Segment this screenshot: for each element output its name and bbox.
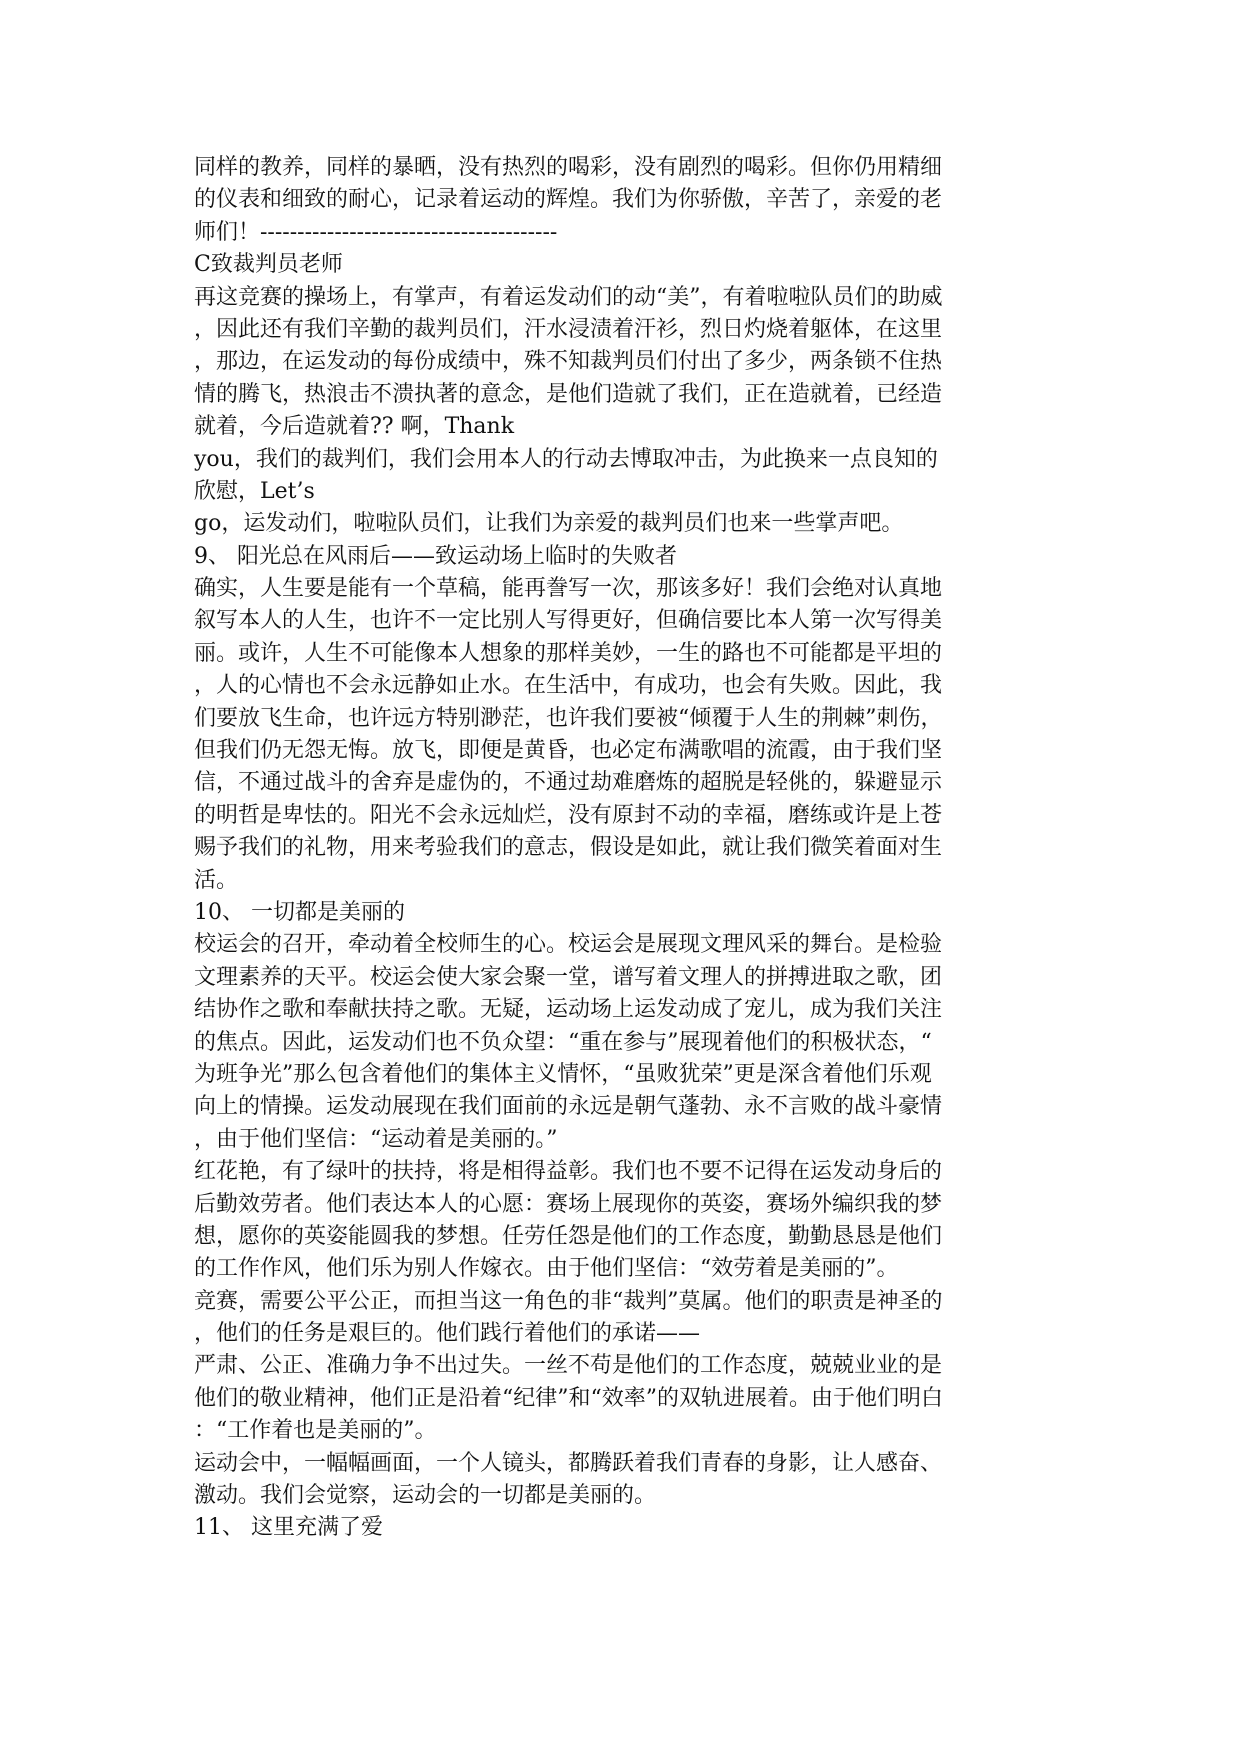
- text-line: 的焦点。因此，运发动们也不负众望：“重在参与”展现着他们的积极状态，“: [194, 1029, 932, 1055]
- text-line: go，运发动们，啦啦队员们，让我们为亲爱的裁判员们也来一些掌声吧。: [194, 511, 904, 537]
- text-line: 师们！----------------------------------------: [194, 219, 558, 245]
- text-line: 再这竞赛的操场上，有掌声，有着运发动们的动“美”，有着啦啦队员们的助威: [194, 284, 943, 310]
- text-line: ，人的心情也不会永远静如止水。在生活中，有成功，也会有失败。因此，我: [194, 673, 943, 699]
- text-line: 们要放飞生命，也许远方特别渺茫，也许我们要被“倾覆于人生的荆棘”刺伤，: [194, 705, 943, 731]
- text-line: ：“工作着也是美丽的”。: [194, 1418, 437, 1444]
- text-line: 同样的教养，同样的暴晒，没有热烈的喝彩，没有剧烈的喝彩。但你仍用精细: [194, 155, 943, 180]
- text-line: 的明哲是卑怯的。阳光不会永远灿烂，没有原封不动的幸福，磨练或许是上苍: [194, 802, 943, 828]
- text-line: 的仪表和细致的耐心，记录着运动的辉煌。我们为你骄傲，辛苦了，亲爱的老: [194, 187, 943, 213]
- text-line: 运动会中，一幅幅画面，一个人镜头，都腾跃着我们青春的身影，让人感奋、: [194, 1450, 943, 1476]
- text-line: 想，愿你的英姿能圆我的梦想。任劳任怨是他们的工作态度，勤勤恳恳是他们: [194, 1223, 943, 1249]
- document-body: [194, 152, 1054, 1545]
- text-line: 激动。我们会觉察，运动会的一切都是美丽的。: [194, 1483, 657, 1509]
- text-line: ，由于他们坚信：“运动着是美丽的。”: [194, 1126, 558, 1152]
- text-line: 11、 这里充满了爱: [194, 1515, 383, 1541]
- text-line: 文理素养的天平。校运会使大家会聚一堂，谱写着文理人的拼搏进取之歌，团: [194, 964, 943, 990]
- text-line: 他们的敬业精神，他们正是沿着“纪律”和“效率”的双轨进展着。由于他们明白: [194, 1385, 943, 1411]
- text-line: C致裁判员老师: [194, 252, 343, 278]
- text-line: ，因此还有我们辛勤的裁判员们，汗水浸渍着汗衫，烈日灼烧着躯体，在这里: [194, 316, 943, 342]
- text-line: 10、 一切都是美丽的: [194, 899, 405, 925]
- text-line: 校运会的召开，牵动着全校师生的心。校运会是展现文理风采的舞台。是检验: [194, 932, 943, 958]
- text-line: 但我们仍无怨无悔。放飞，即便是黄昏，也必定布满歌唱的流霞，由于我们坚: [194, 738, 943, 764]
- text-line: 9、 阳光总在风雨后——致运动场上临时的失败者: [194, 543, 677, 569]
- text-line: ，那边，在运发动的每份成绩中，殊不知裁判员们付出了多少，两条锁不住热: [194, 349, 943, 375]
- text-line: 红花艳，有了绿叶的扶持，将是相得益彰。我们也不要不记得在运发动身后的: [194, 1159, 943, 1185]
- text-line: 丽。或许，人生不可能像本人想象的那样美妙，一生的路也不可能都是平坦的: [194, 640, 943, 666]
- text-line: 欣慰，Let’s: [194, 478, 315, 504]
- text-line: 的工作作风，他们乐为别人作嫁衣。由于他们坚信：“效劳着是美丽的”。: [194, 1256, 899, 1282]
- text-line: 确实，人生要是能有一个草稿，能再誊写一次，那该多好！我们会绝对认真地: [194, 576, 943, 602]
- text-line: 就着，今后造就着?? 啊，Thank: [194, 414, 515, 440]
- text-line: 结协作之歌和奉献扶持之歌。无疑，运动场上运发动成了宠儿，成为我们关注: [194, 997, 943, 1023]
- text-line: 向上的情操。运发动展现在我们面前的永远是朝气蓬勃、永不言败的战斗豪情: [194, 1094, 943, 1120]
- text-line: you，我们的裁判们，我们会用本人的行动去博取冲击，为此换来一点良知的: [194, 446, 938, 472]
- text-line: 活。: [194, 867, 239, 893]
- text-line: 竞赛，需要公平公正，而担当这一角色的非“裁判”莫属。他们的职责是神圣的: [194, 1288, 943, 1314]
- text-line: 叙写本人的人生，也许不一定比别人写得更好，但确信要比本人第一次写得美: [194, 608, 943, 634]
- text-line: 赐予我们的礼物，用来考验我们的意志，假设是如此，就让我们微笑着面对生: [194, 835, 943, 861]
- text-line: 情的腾飞，热浪击不溃执著的意念，是他们造就了我们，正在造就着，已经造: [194, 381, 943, 407]
- text-line: 为班争光”那么包含着他们的集体主义情怀，“虽败犹荣”更是深含着他们乐观: [194, 1061, 932, 1087]
- text-line: 信，不通过战斗的舍弃是虚伪的，不通过劫难磨炼的超脱是轻佻的，躲避显示: [194, 770, 943, 796]
- text-line: 后勤效劳者。他们表达本人的心愿：赛场上展现你的英姿，赛场外编织我的梦: [194, 1191, 943, 1217]
- text-line: 严肃、公正、准确力争不出过失。一丝不苟是他们的工作态度，兢兢业业的是: [194, 1353, 943, 1379]
- text-line: ，他们的任务是艰巨的。他们践行着他们的承诺——: [194, 1321, 701, 1347]
